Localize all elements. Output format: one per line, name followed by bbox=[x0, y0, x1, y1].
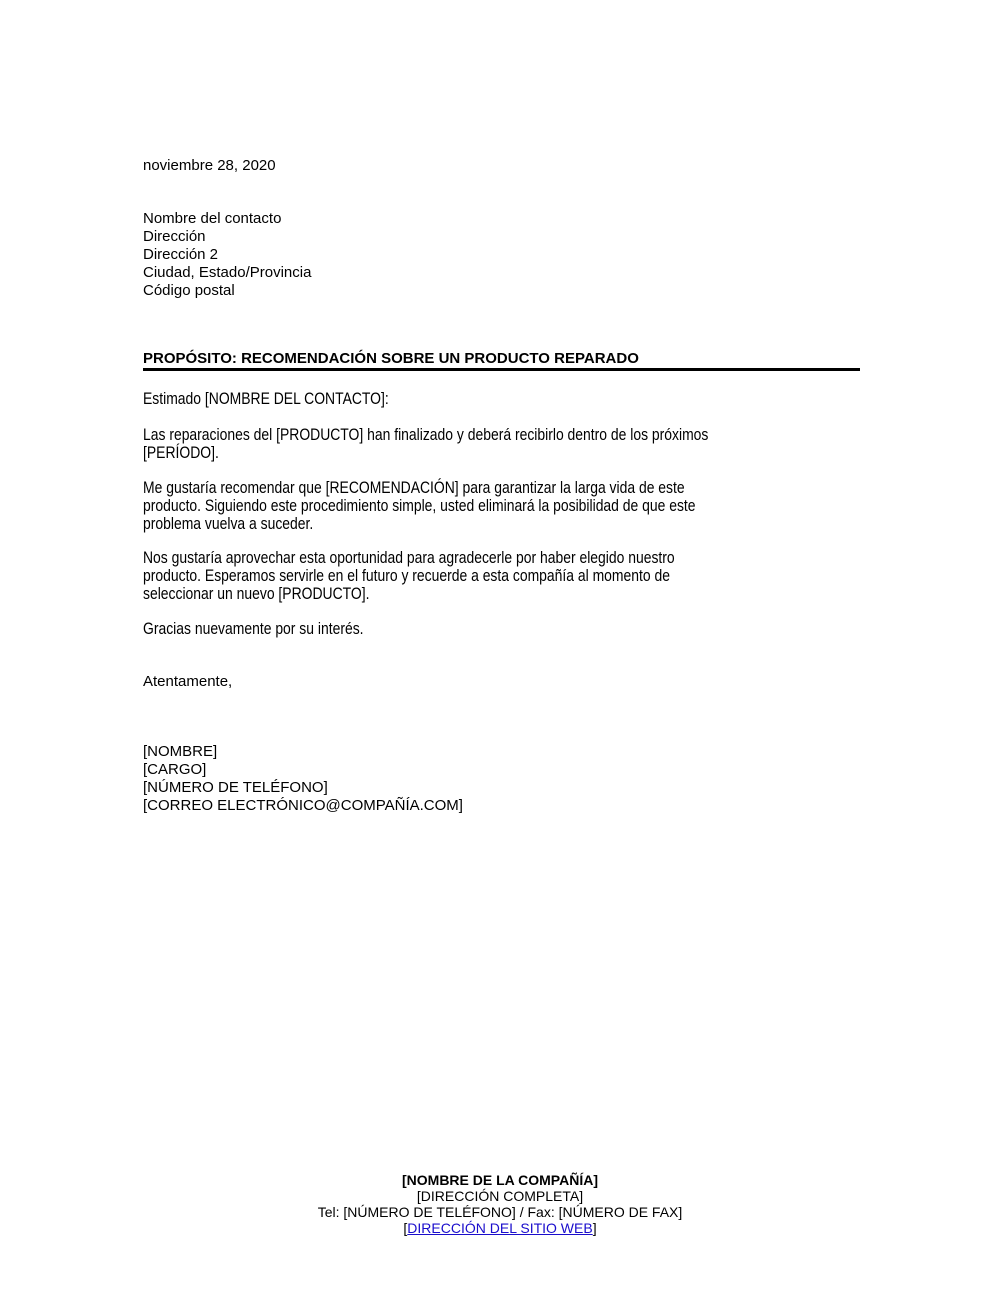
paragraph-line: Gracias nuevamente por su interés. bbox=[143, 620, 364, 638]
bracket-open: [ bbox=[403, 1220, 408, 1236]
bracket-close: ] bbox=[592, 1220, 597, 1236]
signature-title: [CARGO] bbox=[143, 761, 207, 778]
website-link[interactable]: DIRECCIÓN DEL SITIO WEB bbox=[407, 1220, 593, 1236]
recipient-postal-code: Código postal bbox=[143, 282, 235, 299]
footer-company: [NOMBRE DE LA COMPAÑÍA] bbox=[402, 1172, 598, 1188]
paragraph-line: Las reparaciones del [PRODUCTO] han finalizado y deberá recibirlo dentro de los próximos bbox=[143, 426, 709, 444]
paragraph-line: problema vuelva a suceder. bbox=[143, 515, 314, 533]
paragraph-line: Nos gustaría aprovechar esta oportunidad para agradecerle por haber elegido nuestro bbox=[143, 549, 675, 567]
footer bbox=[0, 1172, 1000, 1236]
footer-contact: Tel: [NÚMERO DE TELÉFONO] / Fax: [NÚMERO DE FAX] bbox=[317, 1204, 683, 1220]
signature-email: [CORREO ELECTRÓNICO@COMPAÑÍA.COM] bbox=[143, 797, 463, 814]
paragraph-2 bbox=[143, 479, 786, 533]
closing: Atentamente, bbox=[143, 673, 233, 690]
footer-address: [DIRECCIÓN COMPLETA] bbox=[416, 1188, 584, 1204]
paragraph-4 bbox=[143, 620, 399, 638]
paragraph-line: Me gustaría recomendar que [RECOMENDACIÓN] para garantizar la larga vida de este bbox=[143, 479, 685, 497]
subject-rule bbox=[143, 368, 860, 371]
signature-name: [NOMBRE] bbox=[143, 743, 218, 760]
signature-phone: [NÚMERO DE TELÉFONO] bbox=[143, 779, 328, 796]
recipient-address1: Dirección bbox=[143, 228, 206, 245]
subject-heading: PROPÓSITO: RECOMENDACIÓN SOBRE UN PRODUCTO REPARADO bbox=[143, 350, 639, 367]
recipient-block bbox=[143, 210, 311, 300]
paragraph-line: producto. Esperamos servirle en el futuro y recuerde a esta compañía al momento de bbox=[143, 567, 670, 585]
letter-date: noviembre 28, 2020 bbox=[143, 157, 276, 174]
signature-block bbox=[143, 743, 463, 815]
recipient-city-state: Ciudad, Estado/Provincia bbox=[143, 264, 312, 281]
paragraph-line: [PERÍODO]. bbox=[143, 444, 219, 462]
paragraph-3 bbox=[143, 549, 761, 603]
paragraph-1 bbox=[143, 426, 800, 462]
recipient-name: Nombre del contacto bbox=[143, 210, 282, 227]
recipient-address2: Dirección 2 bbox=[143, 246, 219, 263]
footer-website bbox=[0, 1220, 1000, 1236]
paragraph-line: producto. Siguiendo este procedimiento simple, usted eliminará la posibilidad de que este bbox=[143, 497, 696, 515]
paragraph-line: seleccionar un nuevo [PRODUCTO]. bbox=[143, 585, 370, 603]
salutation: Estimado [NOMBRE DEL CONTACTO]: bbox=[143, 390, 389, 408]
